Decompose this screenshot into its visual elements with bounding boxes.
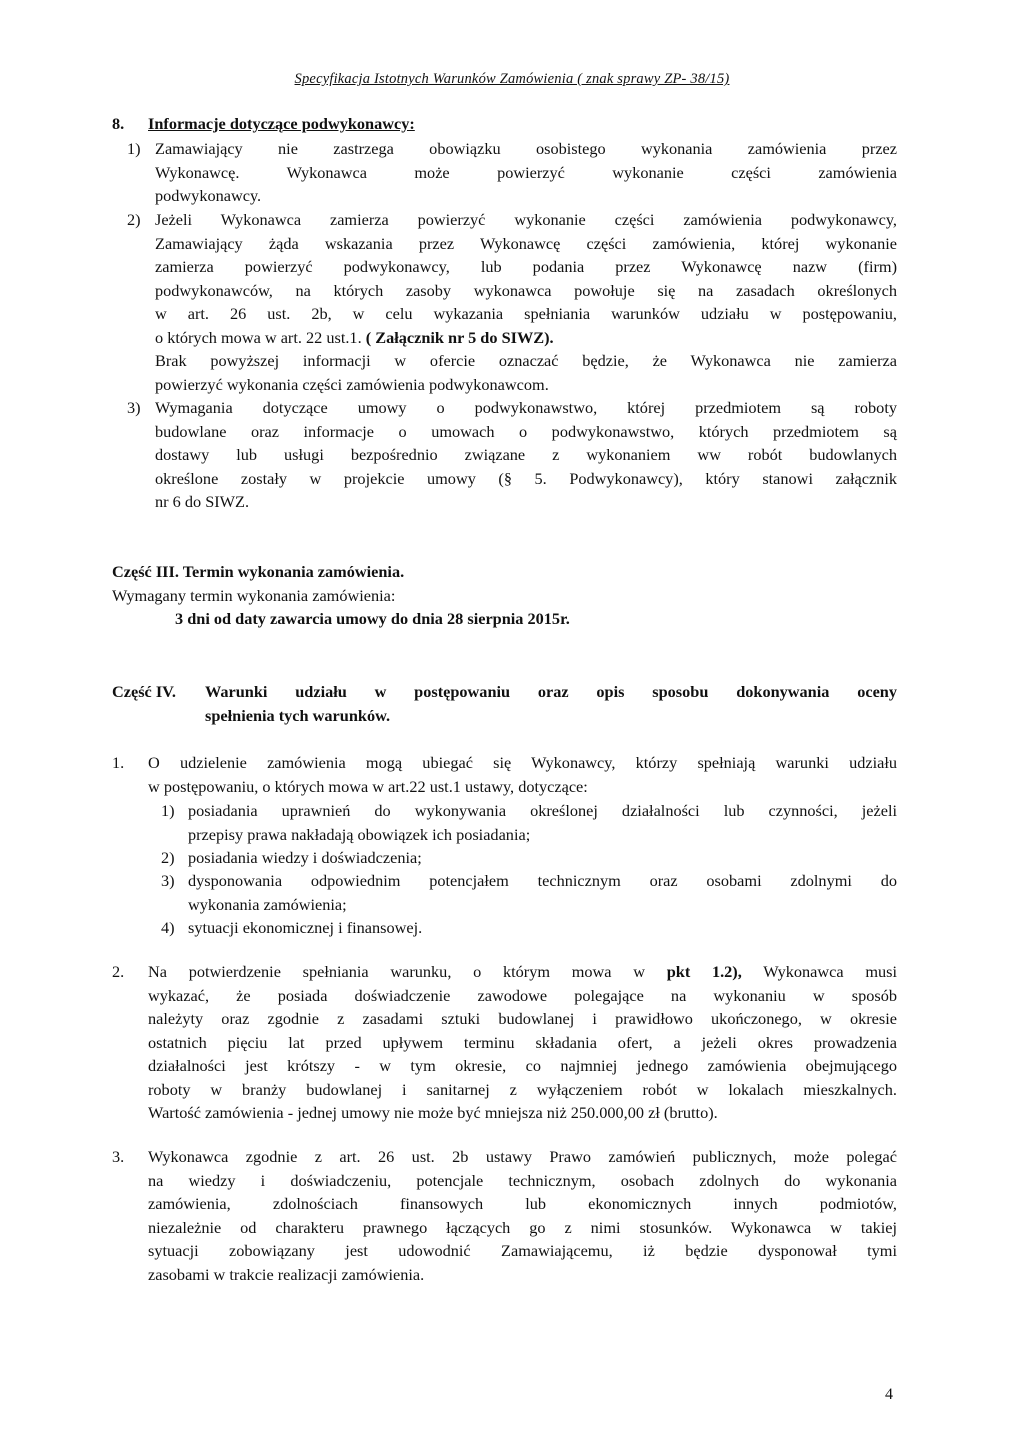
p1-sub1-text: posiadania uprawnień do wykonywania określonej działalności lub czynności, jeżeli przepisy prawa nakładają obowiązek ich posiadania; [188, 801, 897, 844]
part-3-subtitle: Wymagany termin wykonania zamówienia: [112, 586, 396, 605]
p1-sub2-number: 2) [161, 848, 175, 867]
part-4-label: Część IV. [112, 682, 176, 701]
part-4-p1-text: O udzielenie zamówienia mogą ubiegać się Wykonawcy, którzy spełniają warunki udziału w postępowaniu, o których mowa w art.22 ust.1 ustawy, dotyczące: [148, 753, 897, 796]
p1-sub3-number: 3) [161, 871, 175, 890]
s8-item1-number: 1) [127, 139, 141, 158]
s8-item3-number: 3) [127, 398, 141, 417]
s8-item1-text: Zamawiający nie zastrzega obowiązku osobistego wykonania zamówienia przez Wykonawcę. Wykonawca może powierzyć wykonanie części zamówienia podwykonawcy. [155, 139, 897, 205]
page-number: 4 [885, 1386, 893, 1403]
part-4-p3-number: 3. [112, 1147, 125, 1166]
p1-sub4-text: sytuacji ekonomicznej i finansowej. [188, 918, 423, 937]
p1-sub2-text: posiadania wiedzy i doświadczenia; [188, 848, 422, 867]
part-4-p3-text: Wykonawca zgodnie z art. 26 ust. 2b ustawy Prawo zamówień publicznych, może polegać na wiedzy i doświadczeniu, potencjale technicznym, osobach zdolnych do wykonania zamówienia, zdolnościach finansowych lub ekonomicznych innych podmiotów, niezależnie od charakteru prawnego łączących go z nimi stosunków. Wykonawca w takiej sytuacji zobowiązany jest udowodnić Zamawiającemu, iż będzie dysponował tymi zasobami w trakcie realizacji zamówienia. [148, 1147, 897, 1284]
section-8-number: 8. [112, 114, 125, 133]
p1-sub3-text: dysponowania odpowiednim potencjałem technicznym oraz osobami zdolnymi do wykonania zamówienia; [188, 871, 897, 914]
s8-item2-text: Jeżeli Wykonawca zamierza powierzyć wykonanie części zamówienia podwykonawcy, Zamawiający żąda wskazania przez Wykonawcę części zamówienia, której wykonanie zamierza powierzyć podwykonawcy, lub podania przez Wykonawcę nazw (firm) podwykonawców, na których zasoby wykonawca powołuje się na zasadach określonych w art. 26 ust. 2b, w celu wykazania spełniania warunków udziału w postępowaniu, o których mowa w art. 22 ust.1. ( Załącznik nr 5 do SIWZ). Brak powyższej informacji w ofercie oznaczać będzie, że Wykonawca nie zamierza powierzyć wykonania części zamówienia podwykonawcom. [155, 210, 897, 394]
part-4-p2-text: Na potwierdzenie spełniania warunku, o którym mowa w pkt 1.2), Wykonawca musi wykazać, że posiada doświadczenie zawodowe polegające na wykonaniu w sposób należyty oraz zgodnie z zasadami sztuki budowlanej i prawidłowo ukończonego, w okresie ostatnich pięciu lat przed upływem terminu składania ofert, a jeżeli okres prowadzenia działalności jest krótszy - w tym okresie, co najmniej jednego zamówienia obejmującego roboty w branży budowlanej i sanitarnej z wyłączeniem robót w lokalach mieszkalnych. Wartość zamówienia - jednej umowy nie może być mniejsza niż 250.000,00 zł (brutto). [148, 962, 897, 1122]
s8-item2-number: 2) [127, 210, 141, 229]
pkt-reference: pkt 1.2), [666, 962, 742, 981]
part-4-p1-number: 1. [112, 753, 125, 772]
part-3-title: Część III. Termin wykonania zamówienia. [112, 562, 405, 581]
p1-sub4-number: 4) [161, 918, 175, 937]
part-4-title: Warunki udziału w postępowaniu oraz opis sposobu dokonywania oceny spełnienia tych warunków. [205, 682, 897, 725]
annex-5-reference: ( Załącznik nr 5 do SIWZ). [365, 327, 554, 347]
page-header: Specyfikacja Istotnych Warunków Zamówienia ( znak sprawy ZP- 38/15) [294, 71, 730, 87]
part-4-p2-number: 2. [112, 962, 125, 981]
s8-item3-text: Wymagania dotyczące umowy o podwykonawstwo, której przedmiotem są roboty budowlane oraz informacje o umowach o podwykonawstwo, których przedmiotem są dostawy lub usługi bezpośrednio związane z wykonaniem ww robót budowlanych określone zostały w projekcie umowy (§ 5. Podwykonawcy), który stanowi załącznik nr 6 do SIWZ. [155, 398, 897, 511]
section-8-title: Informacje dotyczące podwykonawcy: [148, 114, 415, 133]
p1-sub1-number: 1) [161, 801, 175, 820]
part-3-deadline: 3 dni od daty zawarcia umowy do dnia 28 sierpnia 2015r. [175, 609, 570, 628]
